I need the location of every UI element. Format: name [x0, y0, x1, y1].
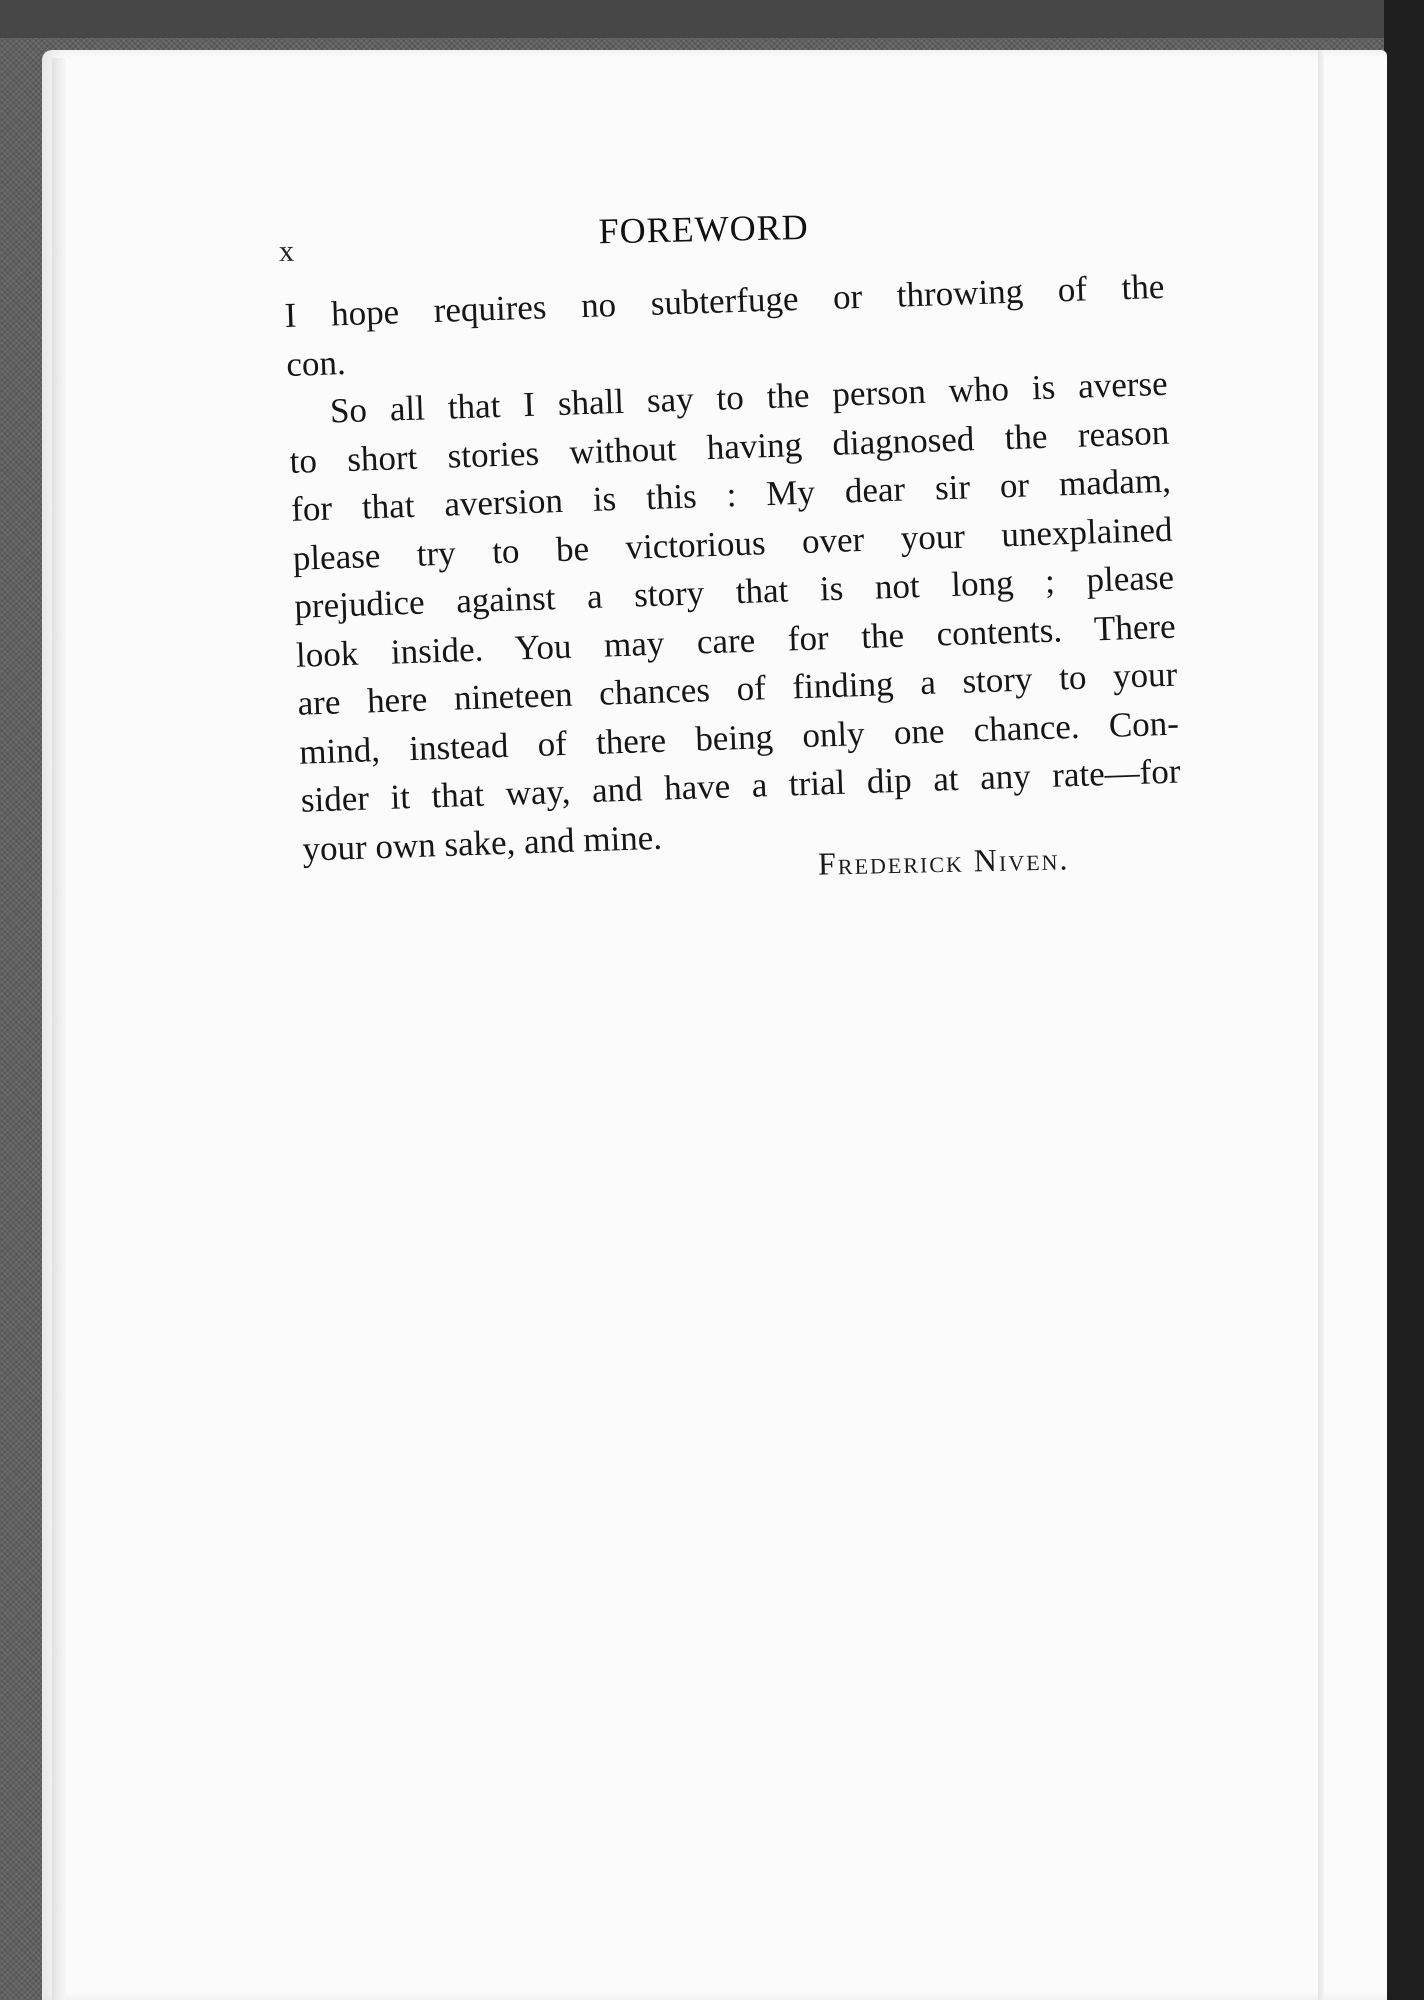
text-line: for that aversion is this : My dear sir or madam, [290, 460, 1172, 529]
text-line: So all that I shall say to the person who is averse [329, 363, 1169, 431]
text-line: I hope requires no subterfuge or throwing of the [284, 266, 1165, 335]
text-line: mind, instead of there being only one chance. Con- [298, 703, 1180, 772]
text-line: are here nineteen chances of finding a story to your [296, 654, 1178, 723]
text-line: your own sake, and mine. [301, 817, 663, 869]
cover-top-edge [0, 0, 1424, 38]
text-line: con. [285, 342, 347, 384]
text-line: to short stories without having diagnosed the reason [288, 412, 1170, 481]
page-left-edge [52, 58, 66, 2000]
text-line: please try to be victorious over your unexplained [292, 509, 1173, 578]
running-title: FOREWORD [598, 206, 810, 252]
text-line: sider it that way, and have a trial dip at any rate—for [300, 751, 1182, 820]
cover-right-edge [1384, 0, 1424, 2000]
text-line: look inside. You may care for the contents. There [295, 606, 1177, 675]
foreword-text [284, 263, 1183, 874]
text-line: prejudice against a story that is not long ; please [293, 557, 1175, 626]
page-number: x [278, 234, 295, 268]
page-gutter [1318, 50, 1324, 2000]
author-signature: Frederick Niven. [817, 840, 1070, 882]
